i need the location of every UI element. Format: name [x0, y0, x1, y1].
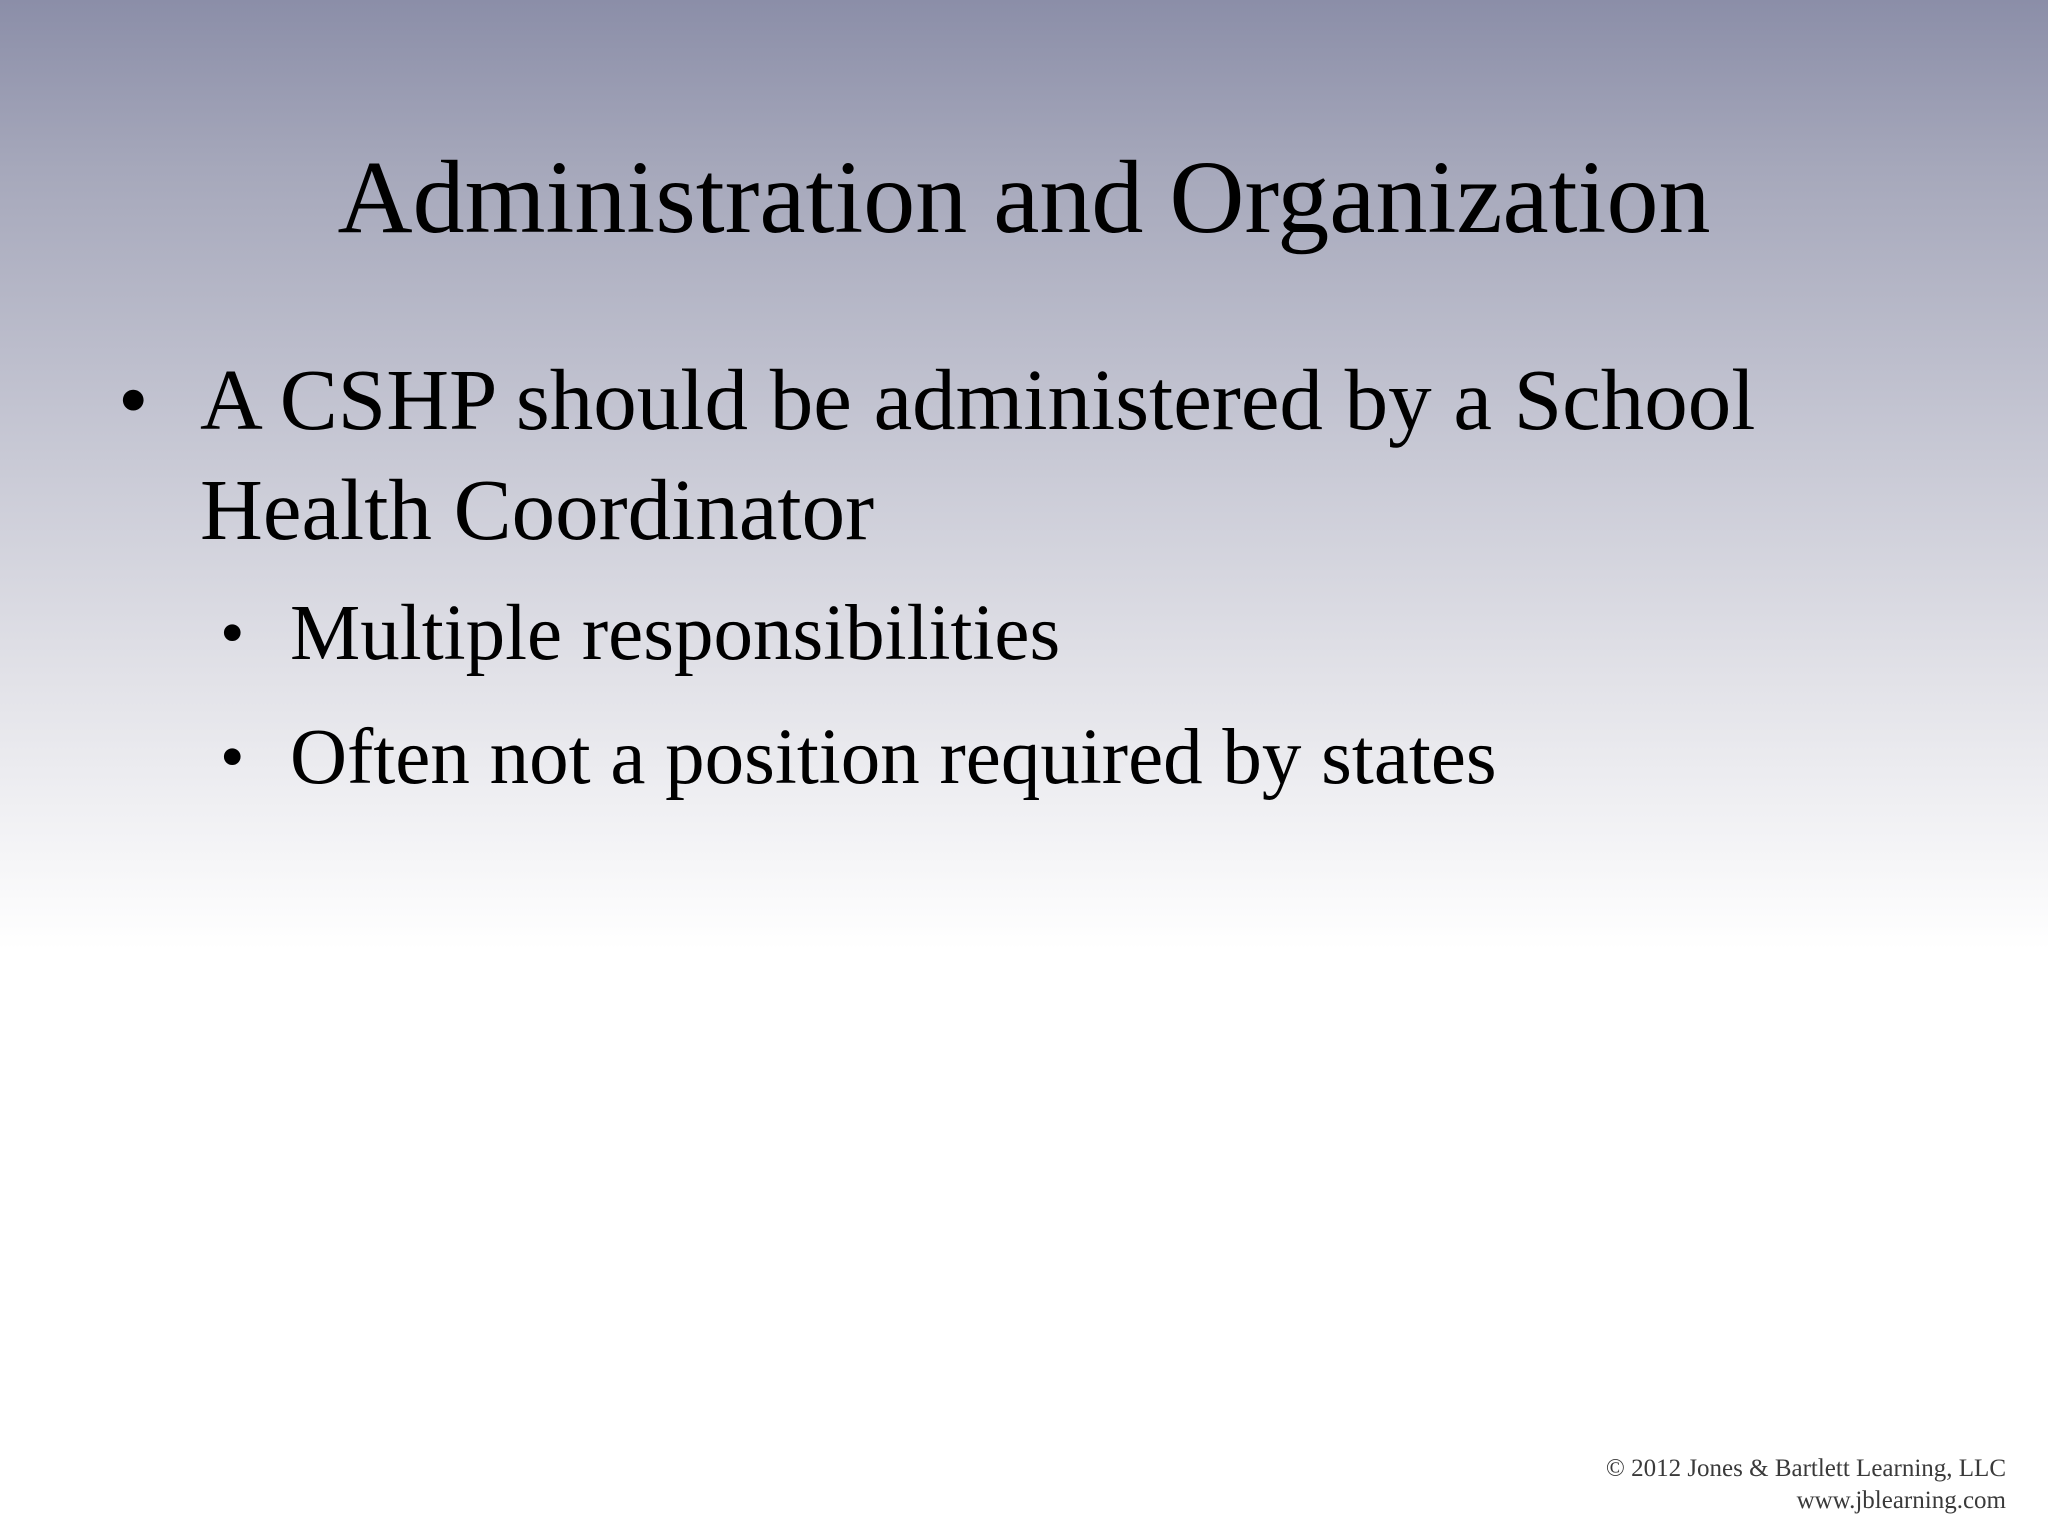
- bullet-list: [0, 345, 2048, 813]
- sub-bullet-icon: •: [220, 595, 245, 672]
- website-text: www.jblearning.com: [1796, 1487, 2006, 1514]
- sub-bullet-item: [0, 579, 2048, 689]
- copyright-text: © 2012 Jones & Bartlett Learning, LLC: [1605, 1455, 2006, 1482]
- sub-bullet-icon: •: [220, 719, 245, 796]
- bullet-icon: •: [118, 351, 149, 448]
- slide-title: Administration and Organization: [337, 140, 1711, 255]
- sub-bullet-text: Often not a position required by states: [290, 714, 1497, 801]
- sub-bullet-item: [0, 703, 2048, 813]
- bullet-item: [0, 345, 2048, 565]
- copyright-notice: [1606, 1453, 2006, 1517]
- sub-bullet-text: Multiple responsibilities: [290, 590, 1061, 677]
- bullet-text: A CSHP should be administered by a School Health Coordinator: [200, 351, 1756, 558]
